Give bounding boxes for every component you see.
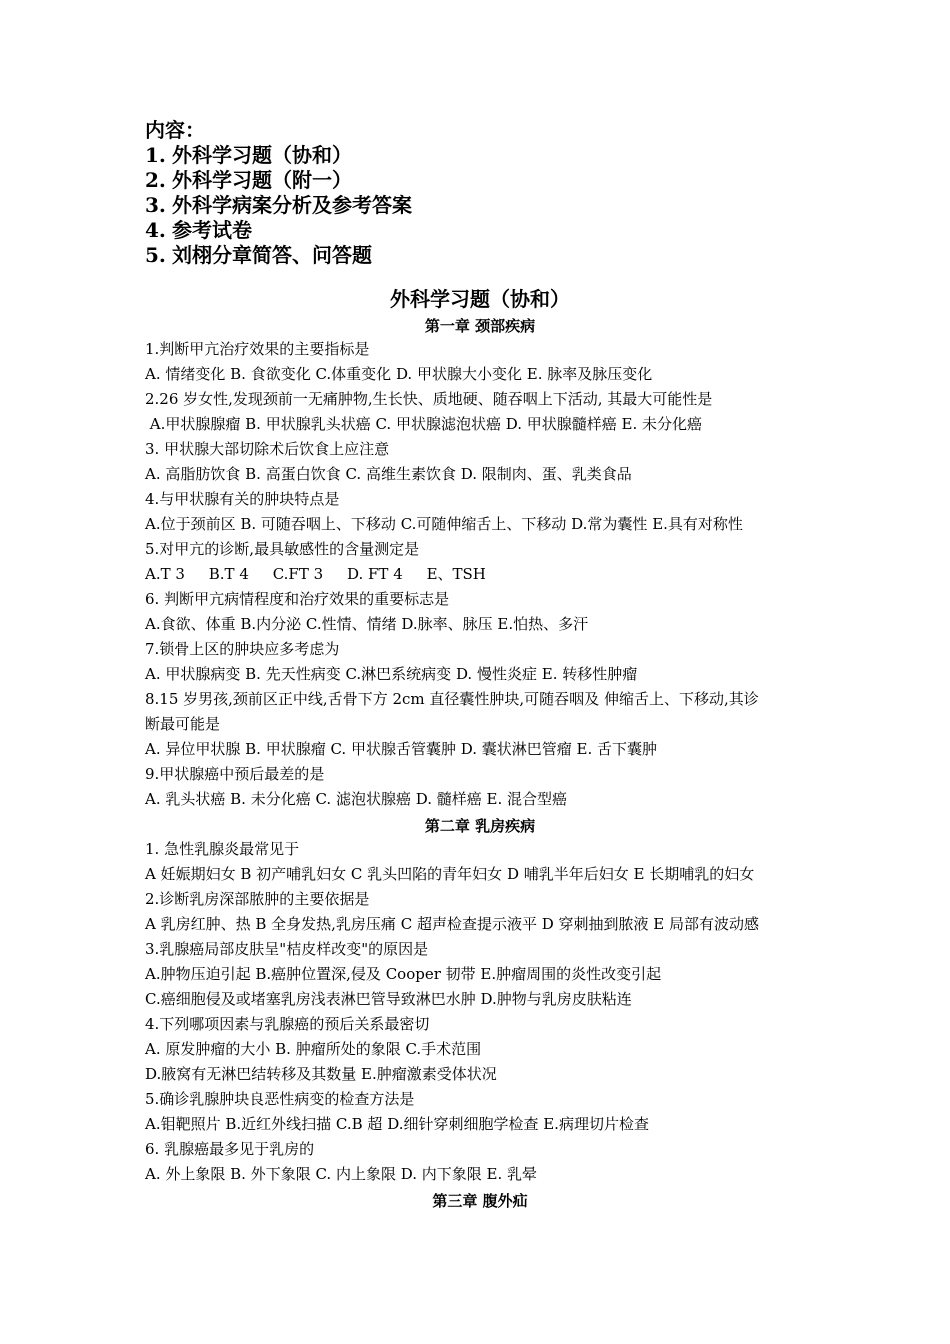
option-line: A.钼靶照片 B.近红外线扫描 C.B 超 D.细针穿刺细胞学检查 E.病理切片检查 xyxy=(145,1115,649,1133)
question-line: 8.15 岁男孩,颈前区正中线,舌骨下方 2cm 直径囊性肿块,可随吞咽及 伸缩舌上、下移动,其诊 xyxy=(145,690,759,708)
toc-item-number: 3. xyxy=(145,193,166,217)
toc-item-number: 2. xyxy=(145,168,166,192)
toc-item-text: 外科学病案分析及参考答案 xyxy=(172,193,412,217)
option-line: A. 高脂肪饮食 B. 高蛋白饮食 C. 高维生素饮食 D. 限制肉、蛋、乳类食品 xyxy=(145,465,632,483)
option-line: A.位于颈前区 B. 可随吞咽上、下移动 C.可随伸缩舌上、下移动 D.常为囊性 E.具有对称性 xyxy=(145,515,743,533)
chapter-section xyxy=(145,815,815,1187)
option-line: A 乳房红肿、热 B 全身发热,乳房压痛 C 超声检查提示液平 D 穿刺抽到脓液 E 局部有波动感 xyxy=(145,915,759,933)
option-line: A. 外上象限 B. 外下象限 C. 内上象限 D. 内下象限 E. 乳晕 xyxy=(145,1165,537,1183)
toc-item-number: 5. xyxy=(145,243,166,267)
option-line: A.肿物压迫引起 B.癌肿位置深,侵及 Cooper 韧带 E.肿瘤周围的炎性改变引起 xyxy=(145,965,662,983)
chapter-body xyxy=(145,337,815,812)
chapter-section xyxy=(145,1190,815,1212)
question-line: 7.锁骨上区的肿块应多考虑为 xyxy=(145,640,340,658)
toc-item xyxy=(145,243,815,268)
question-line: 6. 判断甲亢病情程度和治疗效果的重要标志是 xyxy=(145,590,450,608)
question-line: 3.乳腺癌局部皮肤呈"桔皮样改变"的原因是 xyxy=(145,940,429,958)
toc-item xyxy=(145,193,815,218)
document-title: 外科学习题（协和） xyxy=(390,287,570,311)
option-line: A. 异位甲状腺 B. 甲状腺瘤 C. 甲状腺舌管囊肿 D. 囊状淋巴管瘤 E. 舌下囊肿 xyxy=(145,740,657,758)
option-line: A.食欲、体重 B.内分泌 C.性情、情绪 D.脉率、脉压 E.怕热、多汗 xyxy=(145,615,589,633)
question-line: 2.诊断乳房深部脓肿的主要依据是 xyxy=(145,890,370,908)
question-line: 断最可能是 xyxy=(145,715,221,733)
option-line: D.腋窝有无淋巴结转移及其数量 E.肿瘤激素受体状况 xyxy=(145,1065,497,1083)
toc-item-text: 外科学习题（附一） xyxy=(172,168,352,192)
chapter-title: 第三章 腹外疝 xyxy=(432,1192,528,1210)
option-line: A.T 3 B.T 4 C.FT 3 D. FT 4 E、TSH xyxy=(145,565,486,583)
option-line: A. 乳头状癌 B. 未分化癌 C. 滤泡状腺癌 D. 髓样癌 E. 混合型癌 xyxy=(145,790,567,808)
question-line: 6. 乳腺癌最多见于乳房的 xyxy=(145,1140,315,1158)
option-line: A.甲状腺腺瘤 B. 甲状腺乳头状癌 C. 甲状腺滤泡状癌 D. 甲状腺髓样癌 E. 未分化癌 xyxy=(145,415,702,433)
option-line: A 妊娠期妇女 B 初产哺乳妇女 C 乳头凹陷的青年妇女 D 哺乳半年后妇女 E 长期哺乳的妇女 xyxy=(145,865,755,883)
toc-item-text: 刘栩分章简答、问答题 xyxy=(172,243,372,267)
question-line: 5.确诊乳腺肿块良恶性病变的检查方法是 xyxy=(145,1090,415,1108)
chapter-title: 第二章 乳房疾病 xyxy=(424,817,536,835)
option-line: C.癌细胞侵及或堵塞乳房浅表淋巴管导致淋巴水肿 D.肿物与乳房皮肤粘连 xyxy=(145,990,632,1008)
toc-item xyxy=(145,218,815,243)
question-line: 5.对甲亢的诊断,最具敏感性的含量测定是 xyxy=(145,540,420,558)
question-line: 2.26 岁女性,发现颈前一无痛肿物,生长快、质地硬、随吞咽上下活动, 其最大可能性是 xyxy=(145,390,713,408)
toc-heading: 内容： xyxy=(145,118,205,142)
chapter-title: 第一章 颈部疾病 xyxy=(424,317,536,335)
option-line: A. 甲状腺病变 B. 先天性病变 C.淋巴系统病变 D. 慢性炎症 E. 转移性肿瘤 xyxy=(145,665,638,683)
question-line: 3. 甲状腺大部切除术后饮食上应注意 xyxy=(145,440,390,458)
toc-item-number: 4. xyxy=(145,218,166,242)
document-page xyxy=(145,118,815,1212)
toc-item-text: 参考试卷 xyxy=(172,218,252,242)
question-line: 1. 急性乳腺炎最常见于 xyxy=(145,840,300,858)
toc-list xyxy=(145,143,815,268)
question-line: 1.判断甲亢治疗效果的主要指标是 xyxy=(145,340,370,358)
toc-item-number: 1. xyxy=(145,143,166,167)
chapter-body xyxy=(145,837,815,1187)
toc-item xyxy=(145,168,815,193)
chapter-section xyxy=(145,315,815,812)
option-line: A. 情绪变化 B. 食欲变化 C.体重变化 D. 甲状腺大小变化 E. 脉率及脉压变化 xyxy=(145,365,653,383)
toc-item-text: 外科学习题（协和） xyxy=(172,143,352,167)
question-line: 4.与甲状腺有关的肿块特点是 xyxy=(145,490,340,508)
question-line: 4.下列哪项因素与乳腺癌的预后关系最密切 xyxy=(145,1015,430,1033)
option-line: A. 原发肿瘤的大小 B. 肿瘤所处的象限 C.手术范围 xyxy=(145,1040,482,1058)
question-line: 9.甲状腺癌中预后最差的是 xyxy=(145,765,325,783)
toc-item xyxy=(145,143,815,168)
